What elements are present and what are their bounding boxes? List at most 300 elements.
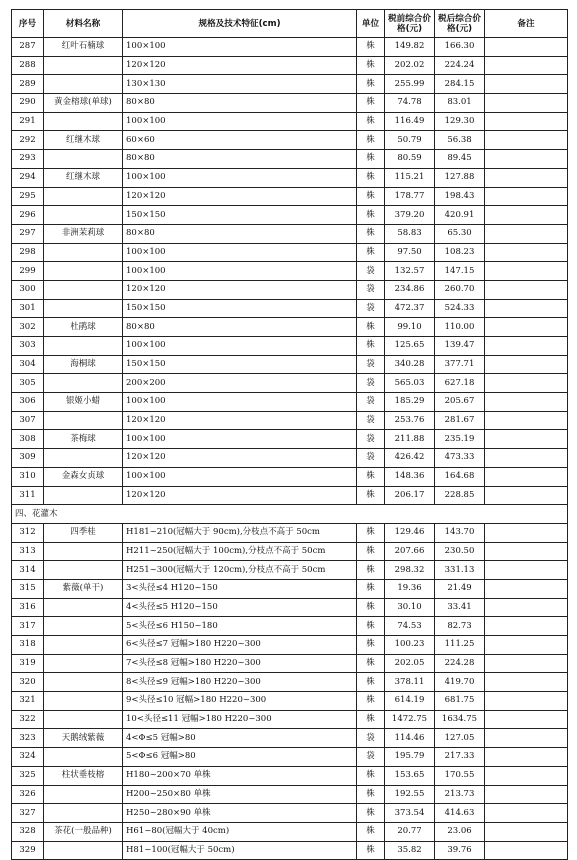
pretax-price: 100.23 bbox=[385, 636, 435, 655]
specification: H211~250(冠幅大于 100cm),分枝点不高于 50cm bbox=[123, 542, 357, 561]
specification: 80×80 bbox=[123, 150, 357, 169]
specification: H200~250×80 单株 bbox=[123, 785, 357, 804]
note bbox=[485, 561, 568, 580]
pretax-price: 132.57 bbox=[385, 262, 435, 281]
note bbox=[485, 262, 568, 281]
pretax-price: 255.99 bbox=[385, 75, 435, 94]
specification: 100×100 bbox=[123, 393, 357, 412]
pretax-price: 58.83 bbox=[385, 224, 435, 243]
table-row bbox=[12, 729, 568, 748]
note bbox=[485, 280, 568, 299]
unit: 株 bbox=[357, 804, 385, 823]
specification: H251~300(冠幅大于 120cm),分枝点不高于 50cm bbox=[123, 561, 357, 580]
material-name bbox=[44, 542, 123, 561]
aftertax-price: 39.76 bbox=[435, 841, 485, 860]
pretax-price: 20.77 bbox=[385, 822, 435, 841]
specification: H61~80(冠幅大于 40cm) bbox=[123, 822, 357, 841]
row-number: 315 bbox=[12, 579, 44, 598]
pretax-price: 125.65 bbox=[385, 337, 435, 356]
unit: 株 bbox=[357, 822, 385, 841]
table-row bbox=[12, 94, 568, 113]
specification: 100×100 bbox=[123, 243, 357, 262]
table-row bbox=[12, 374, 568, 393]
specification: 130×130 bbox=[123, 75, 357, 94]
table-row bbox=[12, 318, 568, 337]
material-name bbox=[44, 748, 123, 767]
aftertax-price: 139.47 bbox=[435, 337, 485, 356]
note bbox=[485, 131, 568, 150]
note bbox=[485, 206, 568, 225]
row-number: 292 bbox=[12, 131, 44, 150]
specification: 120×120 bbox=[123, 56, 357, 75]
specification: H181~210(冠幅大于 90cm),分枝点不高于 50cm bbox=[123, 523, 357, 542]
row-number: 312 bbox=[12, 523, 44, 542]
pretax-price: 185.29 bbox=[385, 393, 435, 412]
pretax-price: 178.77 bbox=[385, 187, 435, 206]
pretax-price: 234.86 bbox=[385, 280, 435, 299]
material-name bbox=[44, 449, 123, 468]
table-row bbox=[12, 785, 568, 804]
material-name bbox=[44, 654, 123, 673]
specification: 7<头径≤8 冠幅>180 H220~300 bbox=[123, 654, 357, 673]
material-name bbox=[44, 804, 123, 823]
table-row bbox=[12, 692, 568, 711]
row-number: 291 bbox=[12, 112, 44, 131]
aftertax-price: 127.05 bbox=[435, 729, 485, 748]
pretax-price: 74.78 bbox=[385, 94, 435, 113]
note bbox=[485, 673, 568, 692]
table-row bbox=[12, 748, 568, 767]
aftertax-price: 213.73 bbox=[435, 785, 485, 804]
table-row bbox=[12, 579, 568, 598]
note bbox=[485, 38, 568, 57]
table-row bbox=[12, 75, 568, 94]
row-number: 316 bbox=[12, 598, 44, 617]
note bbox=[485, 729, 568, 748]
pretax-price: 116.49 bbox=[385, 112, 435, 131]
unit: 株 bbox=[357, 337, 385, 356]
row-number: 290 bbox=[12, 94, 44, 113]
row-number: 306 bbox=[12, 393, 44, 412]
aftertax-price: 129.30 bbox=[435, 112, 485, 131]
note bbox=[485, 318, 568, 337]
aftertax-price: 82.73 bbox=[435, 617, 485, 636]
unit: 株 bbox=[357, 168, 385, 187]
aftertax-price: 110.00 bbox=[435, 318, 485, 337]
note bbox=[485, 299, 568, 318]
specification: 100×100 bbox=[123, 112, 357, 131]
aftertax-price: 235.19 bbox=[435, 430, 485, 449]
specification: 6<头径≤7 冠幅>180 H220~300 bbox=[123, 636, 357, 655]
table-row bbox=[12, 449, 568, 468]
table-row bbox=[12, 150, 568, 169]
material-name: 杜鹃球 bbox=[44, 318, 123, 337]
unit: 株 bbox=[357, 75, 385, 94]
unit: 袋 bbox=[357, 748, 385, 767]
pretax-price: 378.11 bbox=[385, 673, 435, 692]
specification: 5<头径≤6 H150~180 bbox=[123, 617, 357, 636]
pretax-price: 340.28 bbox=[385, 355, 435, 374]
unit: 袋 bbox=[357, 430, 385, 449]
aftertax-price: 198.43 bbox=[435, 187, 485, 206]
unit: 株 bbox=[357, 131, 385, 150]
table-row bbox=[12, 299, 568, 318]
material-name bbox=[44, 598, 123, 617]
row-number: 302 bbox=[12, 318, 44, 337]
unit: 株 bbox=[357, 785, 385, 804]
row-number: 295 bbox=[12, 187, 44, 206]
material-name: 茶花(一般品种) bbox=[44, 822, 123, 841]
unit: 株 bbox=[357, 206, 385, 225]
unit: 株 bbox=[357, 150, 385, 169]
table-row bbox=[12, 38, 568, 57]
unit: 株 bbox=[357, 542, 385, 561]
header-aftertax: 税后综合价格(元) bbox=[435, 10, 485, 38]
note bbox=[485, 337, 568, 356]
pretax-price: 211.88 bbox=[385, 430, 435, 449]
table-row bbox=[12, 598, 568, 617]
table-row bbox=[12, 673, 568, 692]
aftertax-price: 331.13 bbox=[435, 561, 485, 580]
aftertax-price: 284.15 bbox=[435, 75, 485, 94]
note bbox=[485, 411, 568, 430]
row-number: 320 bbox=[12, 673, 44, 692]
material-name bbox=[44, 150, 123, 169]
row-number: 294 bbox=[12, 168, 44, 187]
unit: 株 bbox=[357, 766, 385, 785]
aftertax-price: 524.33 bbox=[435, 299, 485, 318]
material-name bbox=[44, 617, 123, 636]
note bbox=[485, 187, 568, 206]
row-number: 326 bbox=[12, 785, 44, 804]
note bbox=[485, 748, 568, 767]
specification: 80×80 bbox=[123, 318, 357, 337]
pretax-price: 74.53 bbox=[385, 617, 435, 636]
pretax-price: 206.17 bbox=[385, 486, 435, 505]
unit: 株 bbox=[357, 598, 385, 617]
unit: 株 bbox=[357, 318, 385, 337]
note bbox=[485, 710, 568, 729]
unit: 袋 bbox=[357, 262, 385, 281]
note bbox=[485, 523, 568, 542]
note bbox=[485, 579, 568, 598]
table-row bbox=[12, 131, 568, 150]
unit: 株 bbox=[357, 692, 385, 711]
row-number: 293 bbox=[12, 150, 44, 169]
material-name bbox=[44, 187, 123, 206]
specification: 150×150 bbox=[123, 206, 357, 225]
unit: 袋 bbox=[357, 355, 385, 374]
row-number: 305 bbox=[12, 374, 44, 393]
table-row bbox=[12, 206, 568, 225]
row-number: 309 bbox=[12, 449, 44, 468]
pretax-price: 50.79 bbox=[385, 131, 435, 150]
specification: 100×100 bbox=[123, 168, 357, 187]
aftertax-price: 228.85 bbox=[435, 486, 485, 505]
aftertax-price: 21.49 bbox=[435, 579, 485, 598]
header-spec: 规格及技术特征(cm) bbox=[123, 10, 357, 38]
material-name bbox=[44, 486, 123, 505]
unit: 株 bbox=[357, 187, 385, 206]
table-row bbox=[12, 636, 568, 655]
material-name bbox=[44, 280, 123, 299]
aftertax-price: 224.28 bbox=[435, 654, 485, 673]
specification: 3<头径≤4 H120~150 bbox=[123, 579, 357, 598]
unit: 株 bbox=[357, 38, 385, 57]
table-row bbox=[12, 280, 568, 299]
table-row bbox=[12, 804, 568, 823]
row-number: 299 bbox=[12, 262, 44, 281]
specification: 120×120 bbox=[123, 280, 357, 299]
material-name bbox=[44, 206, 123, 225]
row-number: 323 bbox=[12, 729, 44, 748]
unit: 株 bbox=[357, 710, 385, 729]
aftertax-price: 420.91 bbox=[435, 206, 485, 225]
table-row bbox=[12, 617, 568, 636]
note bbox=[485, 224, 568, 243]
aftertax-price: 377.71 bbox=[435, 355, 485, 374]
row-number: 296 bbox=[12, 206, 44, 225]
table-row bbox=[12, 430, 568, 449]
pretax-price: 253.76 bbox=[385, 411, 435, 430]
material-name bbox=[44, 785, 123, 804]
aftertax-price: 473.33 bbox=[435, 449, 485, 468]
unit: 株 bbox=[357, 579, 385, 598]
aftertax-price: 56.38 bbox=[435, 131, 485, 150]
table-row bbox=[12, 766, 568, 785]
price-table-container bbox=[11, 9, 567, 860]
note bbox=[485, 467, 568, 486]
pretax-price: 426.42 bbox=[385, 449, 435, 468]
row-number: 324 bbox=[12, 748, 44, 767]
material-name: 柱状垂枝榕 bbox=[44, 766, 123, 785]
note bbox=[485, 542, 568, 561]
aftertax-price: 170.55 bbox=[435, 766, 485, 785]
aftertax-price: 224.24 bbox=[435, 56, 485, 75]
note bbox=[485, 822, 568, 841]
material-name bbox=[44, 75, 123, 94]
table-row bbox=[12, 561, 568, 580]
specification: 100×100 bbox=[123, 38, 357, 57]
pretax-price: 19.36 bbox=[385, 579, 435, 598]
header-note: 备注 bbox=[485, 10, 568, 38]
pretax-price: 192.55 bbox=[385, 785, 435, 804]
note bbox=[485, 486, 568, 505]
material-name: 非洲茉莉球 bbox=[44, 224, 123, 243]
specification: H81~100(冠幅大于 50cm) bbox=[123, 841, 357, 860]
table-row bbox=[12, 112, 568, 131]
material-name bbox=[44, 337, 123, 356]
row-number: 289 bbox=[12, 75, 44, 94]
unit: 株 bbox=[357, 243, 385, 262]
unit: 株 bbox=[357, 486, 385, 505]
aftertax-price: 1634.75 bbox=[435, 710, 485, 729]
specification: 100×100 bbox=[123, 430, 357, 449]
unit: 袋 bbox=[357, 449, 385, 468]
specification: 120×120 bbox=[123, 449, 357, 468]
pretax-price: 565.03 bbox=[385, 374, 435, 393]
table-row bbox=[12, 523, 568, 542]
table-row bbox=[12, 841, 568, 860]
material-name: 红叶石楠球 bbox=[44, 38, 123, 57]
aftertax-price: 217.33 bbox=[435, 748, 485, 767]
aftertax-price: 281.67 bbox=[435, 411, 485, 430]
table-row bbox=[12, 411, 568, 430]
material-name: 天鹅绒紫薇 bbox=[44, 729, 123, 748]
pretax-price: 202.02 bbox=[385, 56, 435, 75]
row-number: 304 bbox=[12, 355, 44, 374]
unit: 袋 bbox=[357, 411, 385, 430]
unit: 株 bbox=[357, 561, 385, 580]
aftertax-price: 166.30 bbox=[435, 38, 485, 57]
row-number: 307 bbox=[12, 411, 44, 430]
aftertax-price: 65.30 bbox=[435, 224, 485, 243]
material-name bbox=[44, 692, 123, 711]
specification: 4<Φ≤5 冠幅>80 bbox=[123, 729, 357, 748]
specification: 120×120 bbox=[123, 187, 357, 206]
table-row bbox=[12, 262, 568, 281]
aftertax-price: 164.68 bbox=[435, 467, 485, 486]
note bbox=[485, 449, 568, 468]
aftertax-price: 260.70 bbox=[435, 280, 485, 299]
row-number: 311 bbox=[12, 486, 44, 505]
note bbox=[485, 636, 568, 655]
note bbox=[485, 692, 568, 711]
unit: 株 bbox=[357, 224, 385, 243]
specification: 120×120 bbox=[123, 486, 357, 505]
aftertax-price: 414.63 bbox=[435, 804, 485, 823]
table-row bbox=[12, 467, 568, 486]
note bbox=[485, 112, 568, 131]
unit: 株 bbox=[357, 523, 385, 542]
section-row bbox=[12, 505, 568, 524]
note bbox=[485, 75, 568, 94]
note bbox=[485, 374, 568, 393]
unit: 袋 bbox=[357, 374, 385, 393]
note bbox=[485, 150, 568, 169]
note bbox=[485, 804, 568, 823]
pretax-price: 202.05 bbox=[385, 654, 435, 673]
aftertax-price: 111.25 bbox=[435, 636, 485, 655]
unit: 株 bbox=[357, 841, 385, 860]
specification: 150×150 bbox=[123, 355, 357, 374]
material-name: 四季桂 bbox=[44, 523, 123, 542]
specification: 100×100 bbox=[123, 337, 357, 356]
material-name: 红继木球 bbox=[44, 168, 123, 187]
row-number: 321 bbox=[12, 692, 44, 711]
material-name bbox=[44, 710, 123, 729]
row-number: 327 bbox=[12, 804, 44, 823]
material-name: 红继木球 bbox=[44, 131, 123, 150]
pretax-price: 373.54 bbox=[385, 804, 435, 823]
specification: 8<头径≤9 冠幅>180 H220~300 bbox=[123, 673, 357, 692]
pretax-price: 115.21 bbox=[385, 168, 435, 187]
aftertax-price: 127.88 bbox=[435, 168, 485, 187]
note bbox=[485, 598, 568, 617]
table-row bbox=[12, 486, 568, 505]
table-row bbox=[12, 243, 568, 262]
row-number: 322 bbox=[12, 710, 44, 729]
aftertax-price: 23.06 bbox=[435, 822, 485, 841]
unit: 株 bbox=[357, 617, 385, 636]
material-name bbox=[44, 636, 123, 655]
note bbox=[485, 168, 568, 187]
pretax-price: 148.36 bbox=[385, 467, 435, 486]
material-name: 海桐球 bbox=[44, 355, 123, 374]
aftertax-price: 143.70 bbox=[435, 523, 485, 542]
unit: 株 bbox=[357, 654, 385, 673]
pretax-price: 149.82 bbox=[385, 38, 435, 57]
material-name: 茶梅球 bbox=[44, 430, 123, 449]
pretax-price: 30.10 bbox=[385, 598, 435, 617]
table-row bbox=[12, 56, 568, 75]
header-no: 序号 bbox=[12, 10, 44, 38]
note bbox=[485, 841, 568, 860]
specification: 80×80 bbox=[123, 94, 357, 113]
row-number: 325 bbox=[12, 766, 44, 785]
row-number: 297 bbox=[12, 224, 44, 243]
material-name bbox=[44, 561, 123, 580]
row-number: 328 bbox=[12, 822, 44, 841]
note bbox=[485, 355, 568, 374]
material-name bbox=[44, 262, 123, 281]
specification: 4<头径≤5 H120~150 bbox=[123, 598, 357, 617]
price-table bbox=[11, 9, 568, 860]
aftertax-price: 419.70 bbox=[435, 673, 485, 692]
unit: 株 bbox=[357, 636, 385, 655]
header-unit: 单位 bbox=[357, 10, 385, 38]
note bbox=[485, 766, 568, 785]
row-number: 329 bbox=[12, 841, 44, 860]
note bbox=[485, 393, 568, 412]
table-row bbox=[12, 224, 568, 243]
specification: 120×120 bbox=[123, 411, 357, 430]
section-title: 四、花灌木 bbox=[12, 505, 568, 524]
pretax-price: 114.46 bbox=[385, 729, 435, 748]
specification: 9<头径≤10 冠幅>180 H220~300 bbox=[123, 692, 357, 711]
aftertax-price: 230.50 bbox=[435, 542, 485, 561]
pretax-price: 99.10 bbox=[385, 318, 435, 337]
row-number: 319 bbox=[12, 654, 44, 673]
row-number: 298 bbox=[12, 243, 44, 262]
note bbox=[485, 243, 568, 262]
unit: 株 bbox=[357, 94, 385, 113]
specification: 60×60 bbox=[123, 131, 357, 150]
aftertax-price: 108.23 bbox=[435, 243, 485, 262]
note bbox=[485, 617, 568, 636]
note bbox=[485, 94, 568, 113]
material-name bbox=[44, 299, 123, 318]
unit: 株 bbox=[357, 56, 385, 75]
table-row bbox=[12, 710, 568, 729]
aftertax-price: 681.75 bbox=[435, 692, 485, 711]
aftertax-price: 33.41 bbox=[435, 598, 485, 617]
row-number: 308 bbox=[12, 430, 44, 449]
header-name: 材料名称 bbox=[44, 10, 123, 38]
material-name bbox=[44, 112, 123, 131]
specification: 5<Φ≤6 冠幅>80 bbox=[123, 748, 357, 767]
material-name: 金森女贞球 bbox=[44, 467, 123, 486]
table-row bbox=[12, 168, 568, 187]
row-number: 300 bbox=[12, 280, 44, 299]
row-number: 310 bbox=[12, 467, 44, 486]
specification: H250~280×90 单株 bbox=[123, 804, 357, 823]
material-name bbox=[44, 411, 123, 430]
pretax-price: 153.65 bbox=[385, 766, 435, 785]
pretax-price: 97.50 bbox=[385, 243, 435, 262]
pretax-price: 472.37 bbox=[385, 299, 435, 318]
table-row bbox=[12, 822, 568, 841]
